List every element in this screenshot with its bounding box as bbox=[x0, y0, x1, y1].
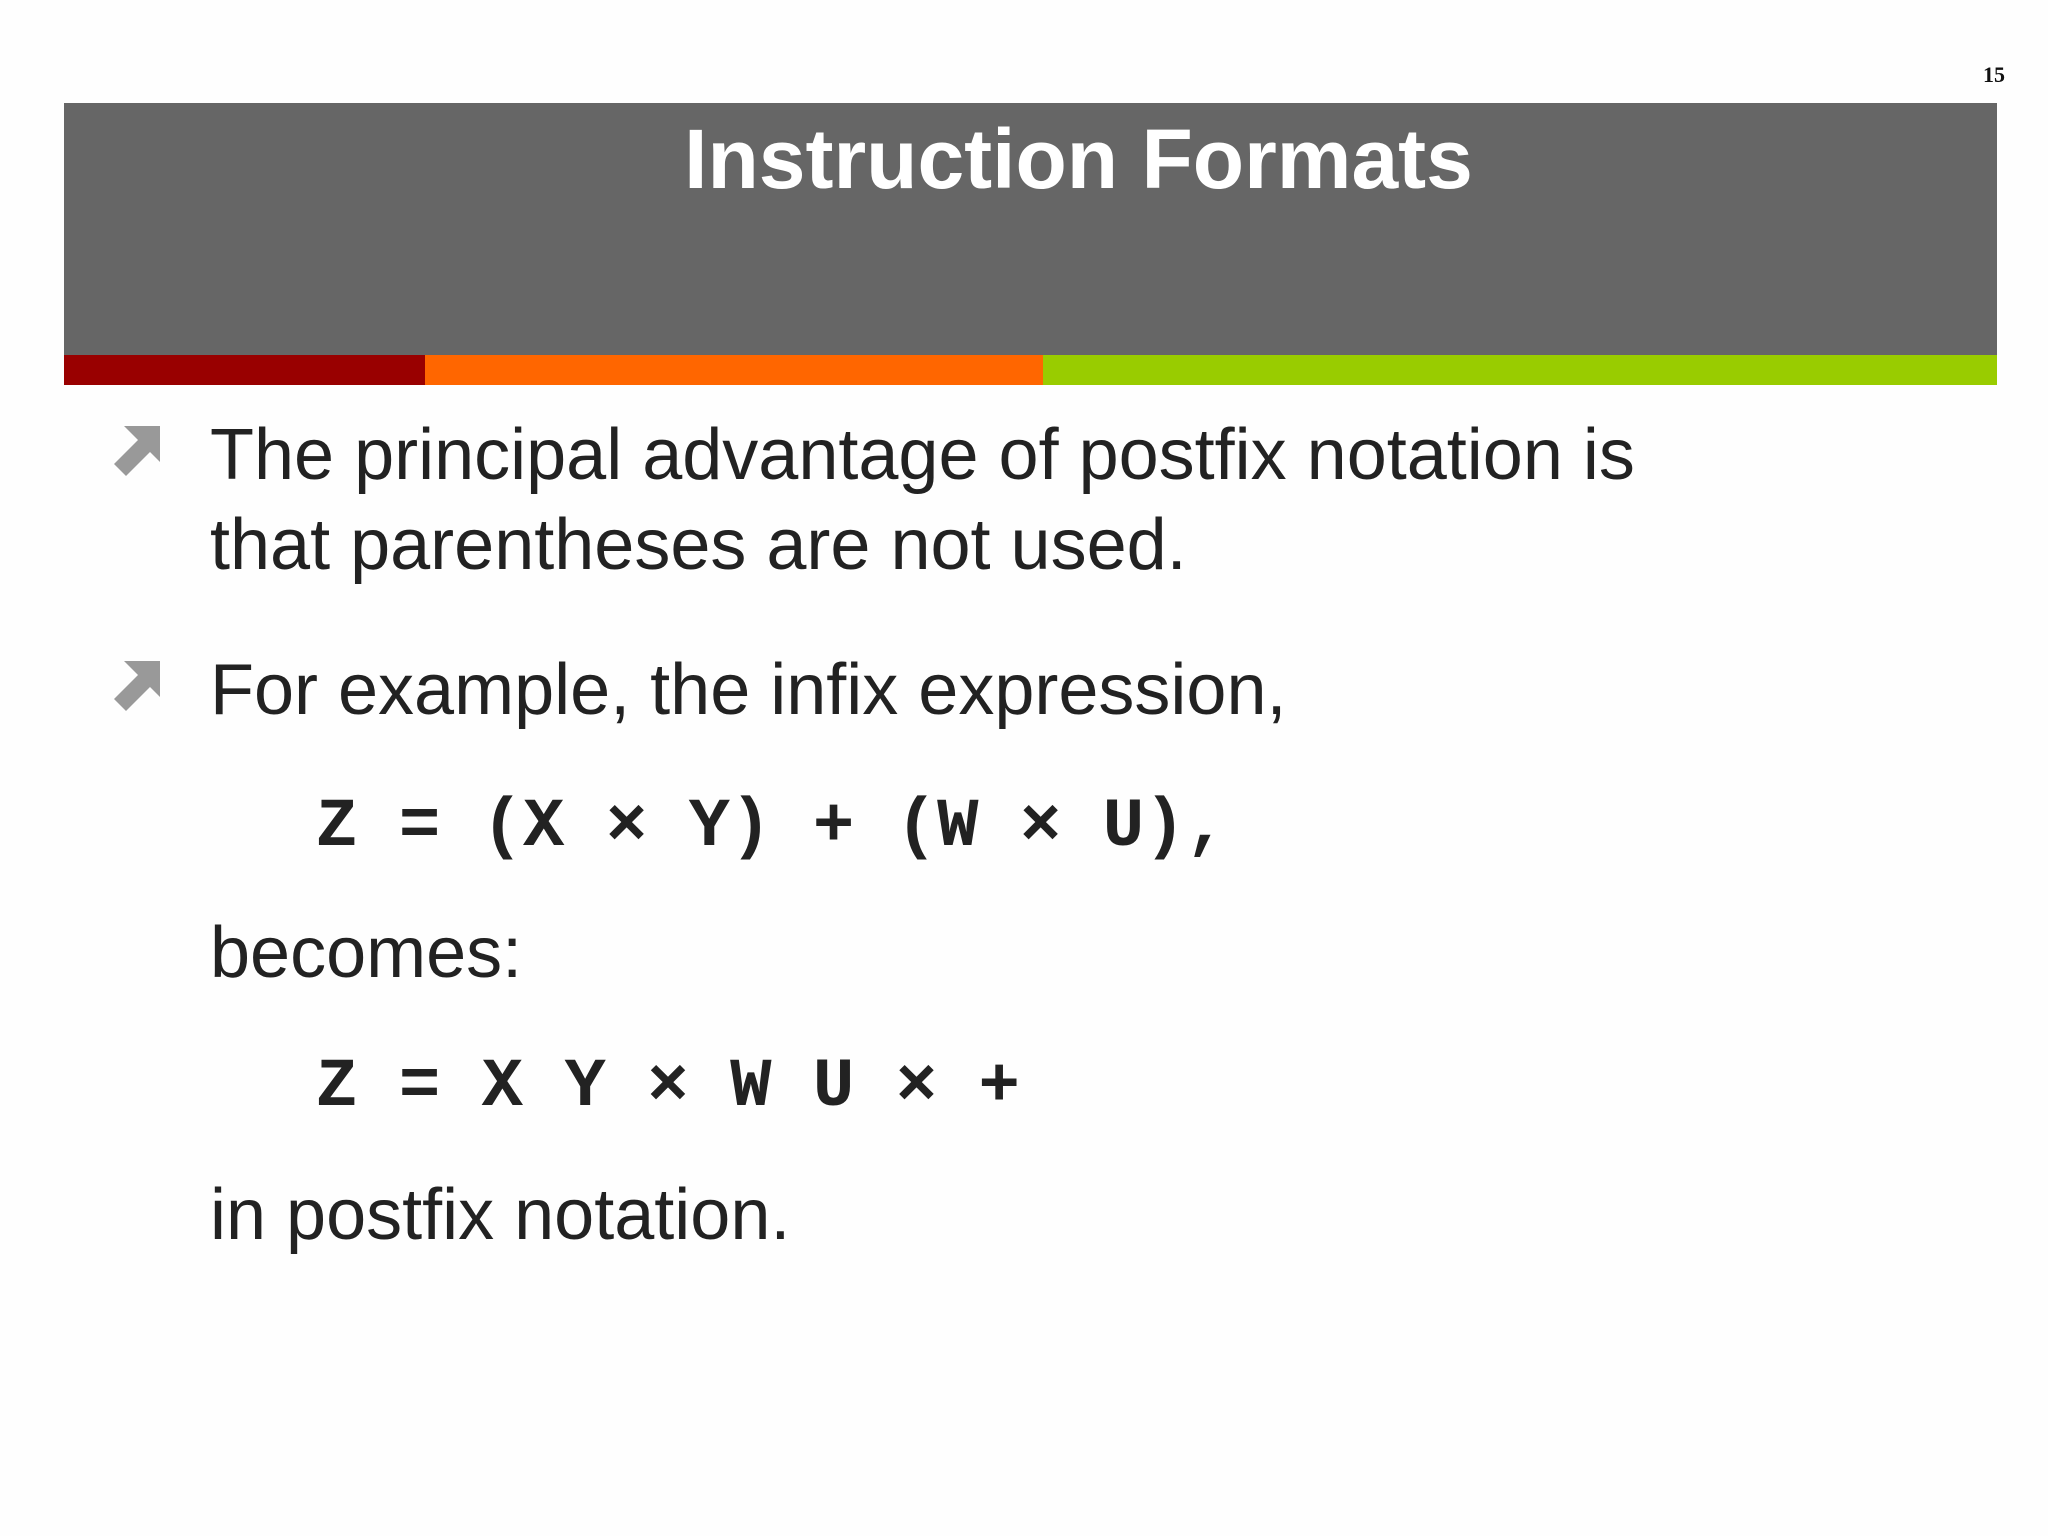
postfix-expression: Z = X Y × W U × + bbox=[316, 1048, 1020, 1126]
accent-stripe-red bbox=[64, 355, 425, 385]
title-bar bbox=[64, 103, 1997, 355]
slide-title: Instruction Formats bbox=[684, 112, 1473, 206]
bullet-1-line-2: that parentheses are not used. bbox=[210, 505, 1187, 585]
arrow-up-right-icon bbox=[110, 420, 166, 476]
closing-text: in postfix notation. bbox=[210, 1175, 791, 1255]
becomes-label: becomes: bbox=[210, 913, 523, 993]
bullet-2-line-1: For example, the infix expression, bbox=[210, 650, 1287, 730]
bullet-1-line-1: The principal advantage of postfix notation is bbox=[210, 415, 1635, 495]
infix-expression: Z = (X × Y) + (W × U), bbox=[316, 788, 1227, 866]
page-number: 15 bbox=[1983, 62, 2005, 87]
accent-stripe-orange bbox=[425, 355, 1043, 385]
arrow-up-right-icon bbox=[110, 655, 166, 711]
accent-stripe-green bbox=[1043, 355, 1997, 385]
